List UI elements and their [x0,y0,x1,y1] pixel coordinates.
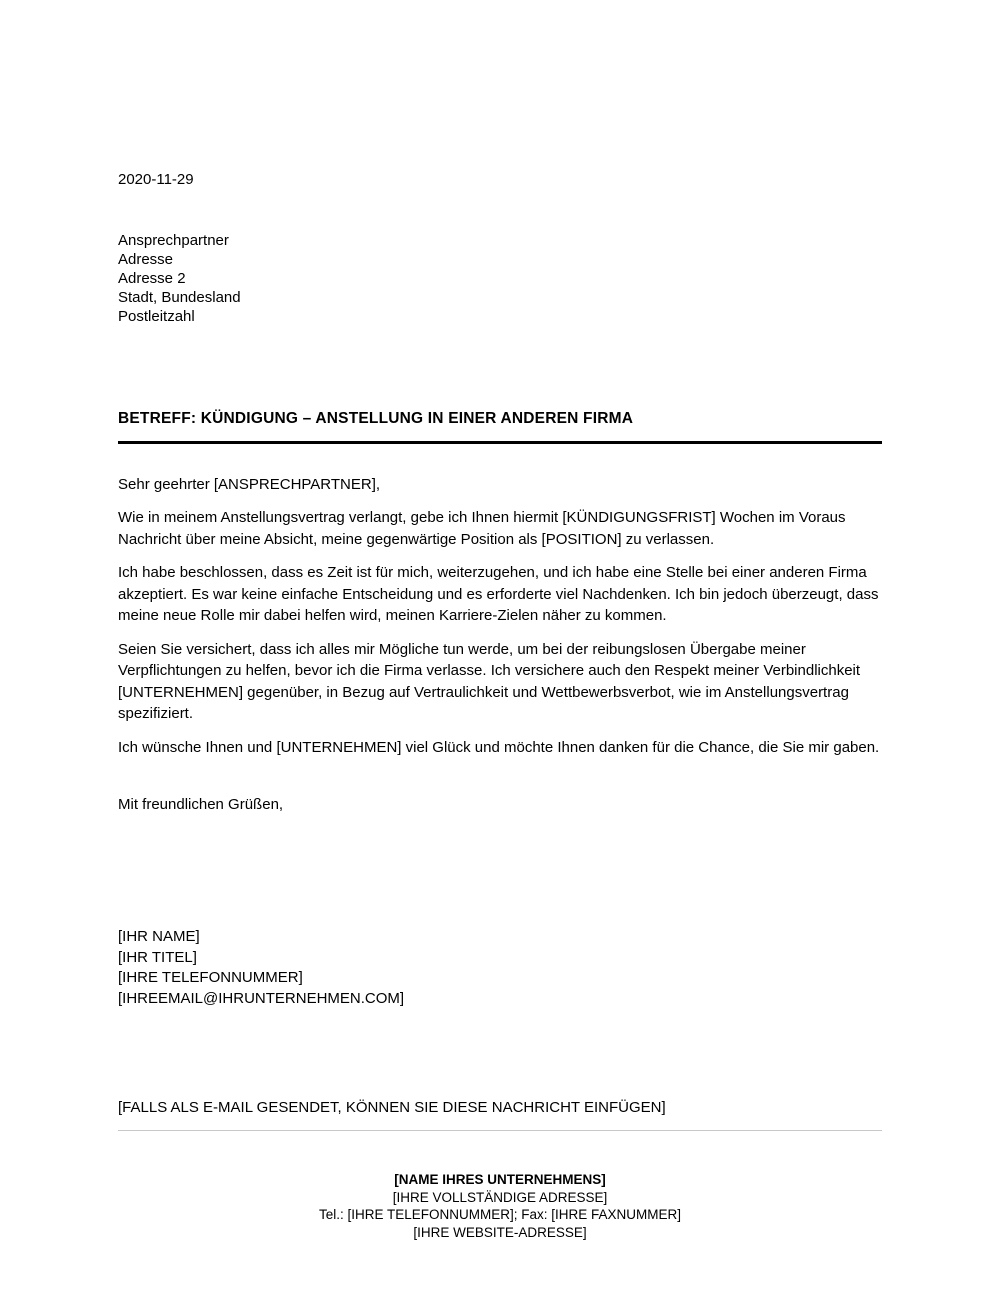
recipient-block [118,231,882,326]
subject-line: BETREFF: KÜNDIGUNG – ANSTELLUNG IN EINER ANDEREN FIRMA [118,410,882,444]
footer-website: [IHRE WEBSITE-ADRESSE] [413,1224,587,1240]
body-paragraph-4: Ich wünsche Ihnen und [UNTERNEHMEN] viel Glück und möchte Ihnen danken für die Chance, die Sie mir gaben. [118,738,880,756]
footer-divider [118,1130,882,1131]
company-footer [118,1171,882,1241]
body-paragraph-1: Wie in meinem Anstellungsvertrag verlangt, gebe ich Ihnen hiermit [KÜNDIGUNGSFRIST] Wochen im Voraus Nachricht über meine Absicht, meine gegenwärtige Position als [POSITION] zu verlassen. [118,509,846,548]
email-insert-note: [FALLS ALS E-MAIL GESENDET, KÖNNEN SIE DIESE NACHRICHT EINFÜGEN] [118,1099,666,1116]
recipient-address-line-2: Adresse 2 [118,270,186,287]
recipient-postal-code: Postleitzahl [118,308,195,325]
body-paragraph-2: Ich habe beschlossen, dass es Zeit ist für mich, weiterzugehen, und ich habe eine Stelle bei einer anderen Firma akzeptiert. Es war keine einfache Entscheidung und es erforderte viel Nachdenken. Ich bin jedoch überzeugt, dass meine neue Rolle mir dabei helfen wird, meinen Karriere-Zielen näher zu kommen. [118,564,879,624]
letter-date: 2020-11-29 [118,171,194,188]
footer-phone-fax: Tel.: [IHRE TELEFONNUMMER]; Fax: [IHRE FAXNUMMER] [318,1207,682,1222]
footer-company-name: [NAME IHRES UNTERNEHMENS] [394,1172,606,1187]
recipient-address-line-1: Adresse [118,251,174,268]
recipient-contact-name: Ansprechpartner [118,232,229,249]
salutation: Sehr geehrter [ANSPRECHPARTNER], [118,476,381,493]
signature-title: [IHR TITEL] [118,948,197,966]
closing-line: Mit freundlichen Grüßen, [118,796,284,813]
body-paragraph-3: Seien Sie versichert, dass ich alles mir Mögliche tun werde, um bei der reibungslosen Übergabe meiner Verpflichtungen zu helfen, bevor ich die Firma verlasse. Ich versichere auch den Respekt meiner Verbindlichkeit [UNTERNEHMEN] gegenüber, in Bezug auf Vertraulichkeit und Wettbewerbsverbot, wie im Anstellungsvertrag spezifiziert. [118,640,861,722]
signature-email: [IHREEMAIL@IHRUNTERNEHMEN.COM] [118,989,405,1007]
signature-block [118,927,882,1009]
footer-company-address: [IHRE VOLLSTÄNDIGE ADRESSE] [392,1189,608,1205]
signature-phone: [IHRE TELEFONNUMMER] [118,969,303,986]
signature-name: [IHR NAME] [118,928,200,945]
recipient-city-state: Stadt, Bundesland [118,289,241,306]
